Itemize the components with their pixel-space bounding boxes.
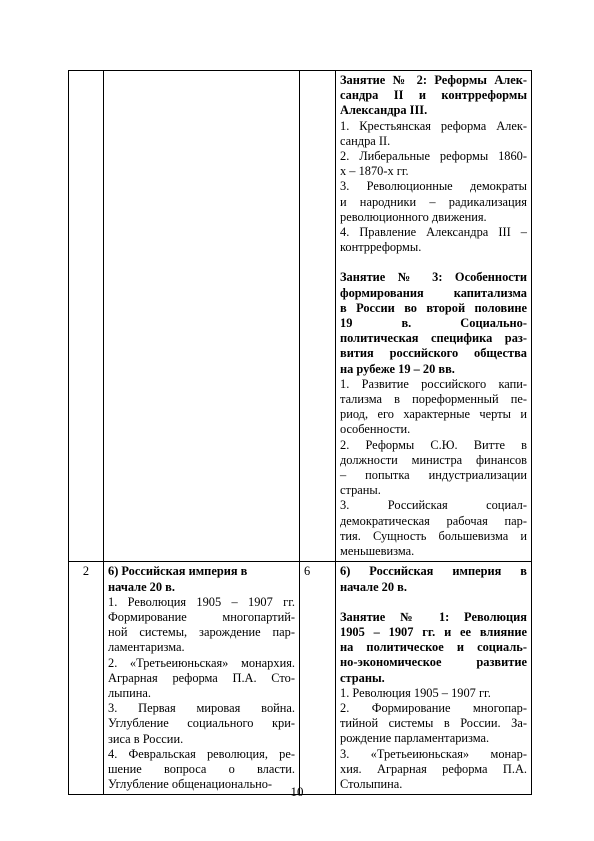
topic2-item-1: 1. Крестьянская реформа Алек- сандра II. bbox=[340, 118, 527, 148]
hours-cell: 6 bbox=[300, 562, 336, 795]
seminar-item-1: 1. Революция 1905 – 1907 гг. bbox=[340, 685, 491, 700]
page-number: 10 bbox=[290, 784, 304, 799]
curriculum-table bbox=[68, 70, 532, 795]
seminar-item-2: 2. Формирование многопар- тийной системы в России. За- рождение парламентаризма. bbox=[340, 700, 527, 746]
topic3-item-2: 2. Реформы С.Ю. Витте в должности министра финансов – попытка индустриализации страны. bbox=[340, 437, 527, 498]
lecture-item-4: 4. Февральская революция, ре- шение вопроса о власти. Углубление общенационально- bbox=[108, 746, 295, 792]
table-row bbox=[69, 562, 532, 795]
number-cell bbox=[69, 71, 104, 562]
topic3-title: Занятие № 3: Особенности формирования капитализма в России во второй половине 19 в. Социально- политическая специфика раз- вития российского общества на рубеже 19 – 20 вв. bbox=[340, 270, 527, 376]
topic3-item-3: 3. Российская социал- демократическая рабочая пар- тия. Сущность большевизма и меньшевизма. bbox=[340, 498, 527, 559]
lecture-item-1: 1. Революция 1905 – 1907 гг. Формирование многопартий- ной системы, зарождение пар- ламентаризма. bbox=[108, 594, 295, 655]
number-cell: 2 bbox=[69, 562, 104, 795]
seminar-cell bbox=[336, 71, 532, 562]
seminar-topic-title: Занятие № 1: Революция 1905 – 1907 гг. и ее влияние на политическое и социаль- но-экономическое развитие страны. bbox=[340, 609, 527, 685]
topic3-item-1: 1. Развитие российского капи- тализма в пореформенный пе- риод, его характерные черты и особенности. bbox=[340, 376, 527, 437]
seminar-cell bbox=[336, 562, 532, 795]
seminar-item-3: 3. «Третьеиюньская» монар- хия. Аграрная реформа П.А. Столыпина. bbox=[340, 746, 527, 791]
lecture-cell bbox=[104, 71, 300, 562]
hours-cell bbox=[300, 71, 336, 562]
seminar-section-title: 6) Российская империя в начале 20 в. bbox=[340, 564, 527, 594]
lecture-cell bbox=[104, 562, 300, 795]
table-row bbox=[69, 71, 532, 562]
lecture-item-3: 3. Первая мировая война. Углубление социального кри- зиса в России. bbox=[108, 701, 295, 746]
topic2-title: Занятие № 2: Реформы Алек- сандра II и контрреформы Александра III. bbox=[340, 73, 527, 118]
topic2-item-4: 4. Правление Александра III – контрреформы. bbox=[340, 225, 527, 255]
lecture-title: 6) Российская империя в начале 20 в. bbox=[108, 564, 248, 594]
topic2-item-3: 3. Революционные демократы и народники – радикализация революционного движения. bbox=[340, 179, 527, 224]
topic2-item-2: 2. Либеральные реформы 1860- х – 1870-х гг. bbox=[340, 149, 527, 179]
lecture-item-2: 2. «Третьеиюньская» монархия. Аграрная реформа П.А. Сто- лыпина. bbox=[108, 655, 295, 700]
